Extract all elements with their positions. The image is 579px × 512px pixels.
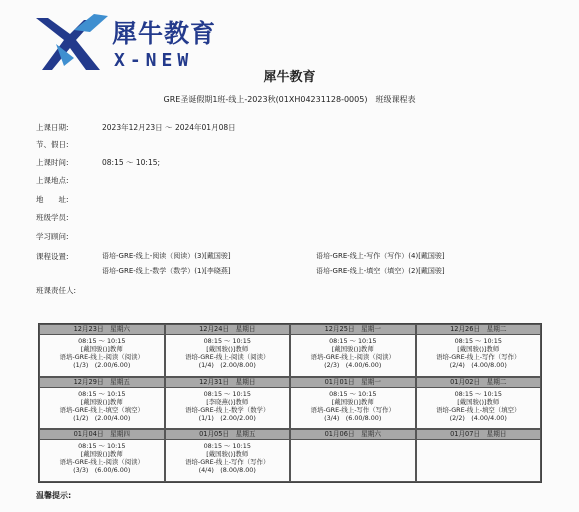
info-label: 上课地点:	[36, 176, 69, 185]
session-teacher: [戴国骏()]教师	[331, 345, 374, 353]
brand-name-en: X-NEW	[114, 50, 194, 71]
session-teacher: [戴国骏()]教师	[206, 345, 249, 353]
session-course: 语培-GRE-线上-写作（写作）	[185, 458, 270, 467]
schedule-cell	[165, 377, 291, 430]
session-time: 08:15 ～ 10:15	[78, 337, 126, 345]
info-value: 2023年12月23日 ～ 2024年01月08日	[102, 123, 236, 132]
course-item: 语培-GRE-线上-阅读（阅读）(3)[戴国骏]	[102, 252, 231, 260]
cell-date-header: 01月01日 星期一	[291, 378, 415, 388]
schedule-cell	[165, 324, 291, 377]
schedule-cell	[39, 324, 165, 377]
session-teacher: [戴国骏()]教师	[457, 345, 500, 353]
info-label: 地 址:	[36, 195, 69, 204]
org-title: 犀牛教育	[263, 70, 316, 85]
session-teacher: [戴国骏()]教师	[80, 345, 123, 353]
session-progress: (1/2) (2.00/4.00)	[73, 413, 131, 422]
session-course: 语培-GRE-线上-阅读（阅读）	[310, 353, 395, 361]
session-course: 语培-GRE-线上-填空（填空）	[59, 405, 144, 414]
info-label: 学习顾问:	[36, 232, 69, 241]
cell-date-header: 12月29日 星期五	[40, 378, 164, 388]
session-course: 语培-GRE-线上-填空（填空）	[436, 405, 521, 414]
session-progress: (2/4) (4.00/8.00)	[449, 361, 507, 369]
session-time: 08:15 ～ 10:15	[454, 337, 502, 345]
session-time: 08:15 ～ 10:15	[454, 389, 502, 398]
cell-date-header: 12月24日 星期日	[166, 325, 290, 335]
course-item: 语培-GRE-线上-写作（写作）(4)[戴国骏]	[316, 252, 445, 260]
info-label: 节、假日:	[36, 140, 69, 149]
session-course: 语培-GRE-线上-阅读（阅读）	[59, 458, 144, 467]
schedule-cell	[290, 377, 416, 430]
cell-date-header: 12月26日 星期二	[417, 325, 541, 335]
session-time: 08:15 ～ 10:15	[78, 389, 126, 398]
session-teacher: [戴国骏()]教师	[457, 397, 500, 406]
session-teacher: [戴国骏()]教师	[80, 397, 123, 406]
cell-date-header: 01月07日 星期日	[417, 430, 541, 440]
schedule-cell	[416, 429, 542, 482]
cell-date-header: 12月23日 星期六	[40, 325, 164, 335]
session-course: 语培-GRE-线上-写作（写作）	[436, 353, 521, 361]
info-label: 班级学员:	[36, 213, 69, 222]
cell-date-header: 01月02日 星期二	[417, 378, 541, 388]
session-teacher: [李晓燕()]教师	[206, 397, 249, 406]
session-progress: (4/4) (8.00/8.00)	[198, 466, 256, 475]
session-course: 语培-GRE-线上-数学（数学）	[185, 405, 270, 414]
session-time: 08:15 ～ 10:15	[203, 442, 251, 451]
session-progress: (1/4) (2.00/8.00)	[198, 361, 256, 369]
session-progress: (2/3) (4.00/6.00)	[324, 361, 382, 369]
session-course: 语培-GRE-线上-阅读（阅读）	[185, 353, 270, 361]
session-time: 08:15 ～ 10:15	[329, 337, 377, 345]
schedule-cell	[416, 324, 542, 377]
schedule-cell	[290, 429, 416, 482]
session-teacher: [戴国骏()]教师	[80, 450, 123, 459]
session-time: 08:15 ～ 10:15	[329, 389, 377, 398]
session-progress: (3/4) (6.00/8.00)	[324, 413, 382, 422]
session-time: 08:15 ～ 10:15	[203, 389, 251, 398]
schedule-cell	[39, 377, 165, 430]
info-label: 上课日期:	[36, 123, 69, 132]
session-progress: (3/3) (6.00/6.00)	[73, 466, 131, 475]
session-progress: (2/2) (4.00/4.00)	[449, 413, 507, 422]
course-item: 语培-GRE-线上-数学（数学）(1)[李晓燕]	[102, 267, 231, 275]
info-value: 08:15 ～ 10:15;	[102, 158, 161, 167]
cell-date-header: 12月31日 星期日	[166, 378, 290, 388]
schedule-cell	[416, 377, 542, 430]
brand-name-cn: 犀牛教育	[112, 19, 217, 48]
session-progress: (1/1) (2.00/2.00)	[198, 413, 256, 422]
schedule-grid	[38, 323, 542, 483]
session-time: 08:15 ～ 10:15	[203, 337, 251, 345]
schedule-cell	[165, 429, 291, 482]
cell-date-header: 12月25日 星期一	[291, 325, 415, 335]
schedule-title: GRE圣诞假期1班-线上-2023秋(01XH04231128-0005) 班级课程表	[163, 95, 416, 104]
info-label: 上课时间:	[36, 158, 69, 167]
session-teacher: [戴国骏()]教师	[206, 450, 249, 459]
session-progress: (1/3) (2.00/6.00)	[73, 361, 131, 369]
session-course: 语培-GRE-线上-阅读（阅读）	[59, 353, 144, 361]
schedule-cell	[290, 324, 416, 377]
cell-date-header: 01月05日 星期五	[166, 430, 290, 440]
footer-tip: 温馨提示:	[36, 491, 72, 500]
session-teacher: [戴国骏()]教师	[331, 397, 374, 406]
cell-date-header: 01月04日 星期四	[40, 430, 164, 440]
session-course: 语培-GRE-线上-写作（写作）	[310, 405, 395, 414]
cell-date-header: 01月06日 星期六	[291, 430, 415, 440]
course-item: 语培-GRE-线上-填空（填空）(2)[戴国骏]	[316, 267, 445, 275]
schedule-cell	[39, 429, 165, 482]
session-time: 08:15 ～ 10:15	[78, 442, 126, 451]
